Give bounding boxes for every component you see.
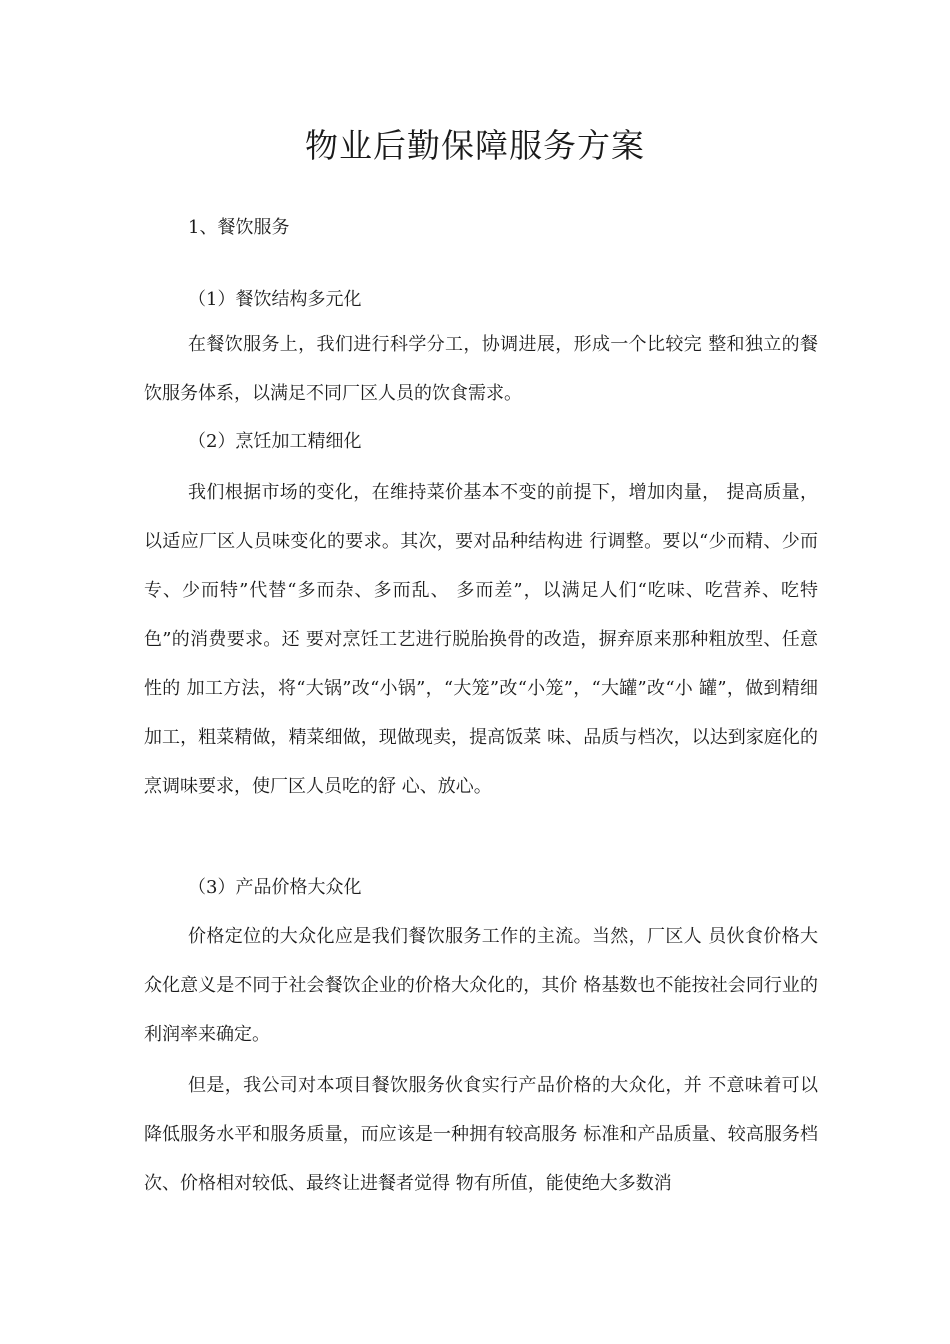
sub-heading-1: （1）餐饮结构多元化 bbox=[188, 289, 362, 310]
document-title: 物业后勤保障服务方案 bbox=[305, 126, 645, 165]
paragraph-1: 在餐饮服务上，我们进行科学分工，协调进展，形成一个比较完 整和独立的餐饮服务体系，以满足不同厂区人员的饮食需求。 bbox=[144, 334, 818, 404]
paragraph-3: 价格定位的大众化应是我们餐饮服务工作的主流。当然，厂区人 员伙食价格大众化意义是不同于社会餐饮企业的价格大众化的，其价 格基数也不能按社会同行业的利润率来确定。 bbox=[144, 926, 818, 1045]
sub-heading-3: （3）产品价格大众化 bbox=[188, 877, 362, 898]
section-heading-catering: 1、餐饮服务 bbox=[188, 217, 290, 238]
sub-heading-2: （2）烹饪加工精细化 bbox=[188, 431, 362, 452]
paragraph-4: 但是，我公司对本项目餐饮服务伙食实行产品价格的大众化，并 不意味着可以降低服务水平和服务质量，而应该是一种拥有较高服务 标准和产品质量、较高服务档次、价格相对较低、最终让进餐者觉得 物有所值，能使绝大多数消 bbox=[144, 1075, 818, 1194]
paragraph-2: 我们根据市场的变化，在维持菜价基本不变的前提下，增加肉量， 提高质量，以适应厂区人员味变化的要求。其次，要对品种结构进 行调整。要以“少而精、少而专、少而特”代替“多而杂、多而乱、 多而差”，以满足人们“吃味、吃营养、吃特色”的消费要求。还 要对烹饪工艺进行脱胎换骨的改造，摒弃原来那种粗放型、任意性的 加工方法，将“大锅”改“小锅”，“大笼”改“小笼”，“大罐”改“小 罐”，做到精细加工，粗菜精做，精菜细做，现做现卖，提高饭菜 味、品质与档次，以达到家庭化的烹调味要求，使厂区人员吃的舒 心、放心。 bbox=[144, 482, 818, 797]
